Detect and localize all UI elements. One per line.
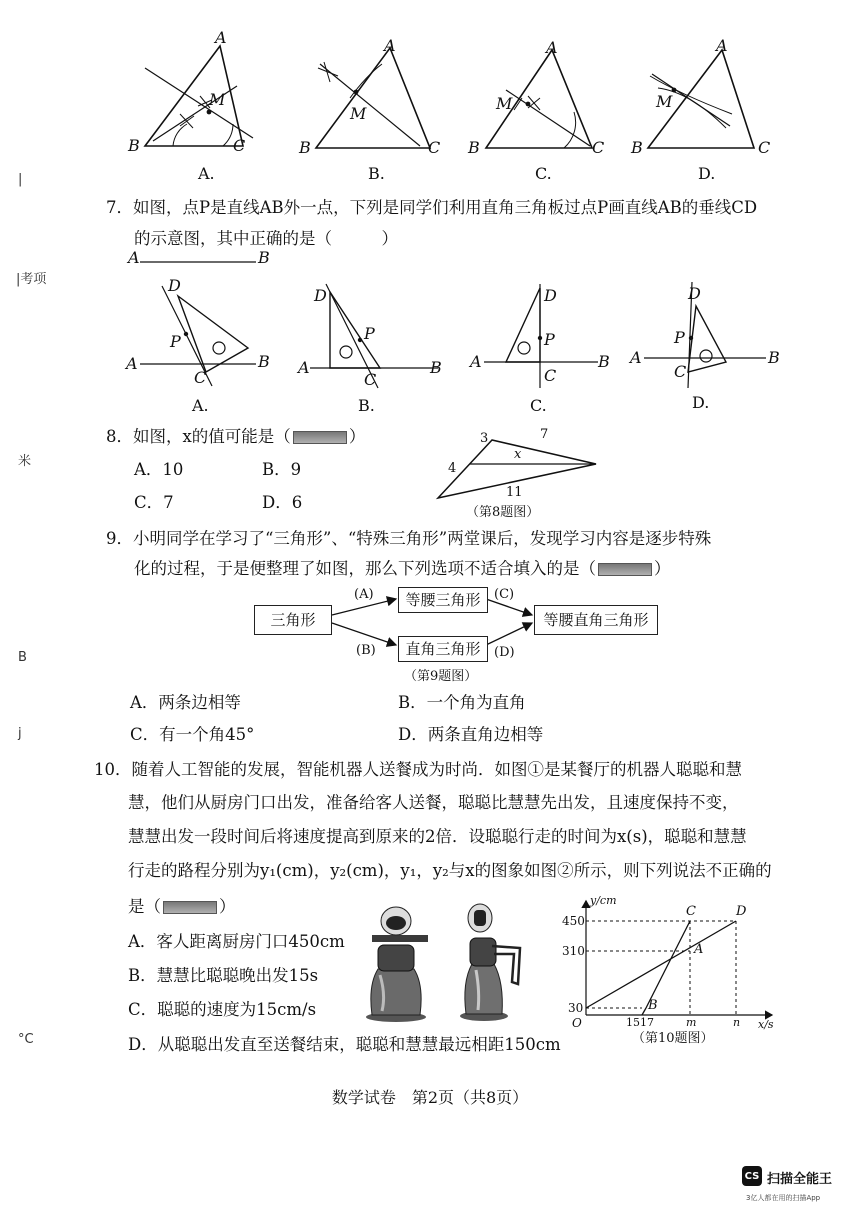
- q6d-vertex-a: A: [716, 36, 728, 55]
- q10-caption: （第10题图）: [632, 1031, 714, 1046]
- q6c-vertex-m: M: [496, 94, 513, 113]
- q9-arrow-label-b: (B): [356, 643, 376, 658]
- q7a-label-d: D: [168, 276, 181, 295]
- q10-graph-point-d: D: [736, 904, 747, 919]
- q7b-label-p: P: [364, 324, 375, 343]
- q6c-vertex-c: C: [592, 138, 605, 157]
- q7-stem-line2: 的示意图，其中正确的是（ ）: [134, 229, 398, 248]
- q7d-label-a: A: [630, 348, 642, 367]
- q6-figure-d: [630, 36, 780, 161]
- q6a-vertex-m: M: [209, 90, 226, 109]
- q9-answer-blank[interactable]: [598, 563, 652, 576]
- q6b-vertex-b: B: [299, 138, 311, 157]
- q9-caption: （第9题图）: [404, 669, 478, 684]
- q7-figure-c: [470, 278, 620, 393]
- q9-stem-line1: 9．小明同学在学习了“三角形”、“特殊三角形”两堂课后，发现学习内容是逐步特殊: [106, 529, 712, 548]
- camscanner-tagline: 3亿人都在用的扫描App: [746, 1194, 821, 1202]
- q6a-vertex-a: A: [215, 28, 227, 47]
- q6b-vertex-c: C: [428, 138, 441, 157]
- q9-box-triangle: 三角形: [254, 605, 332, 635]
- q10-graph-ylabel: y/cm: [590, 894, 617, 907]
- q8-option-a[interactable]: A．10: [134, 460, 184, 479]
- q9-stem-close: ）: [654, 559, 671, 578]
- q10-graph-point-a: A: [694, 942, 704, 957]
- q9-stem-line2: [134, 561, 671, 578]
- q10-stem-line5: [128, 899, 236, 916]
- q7b-label-a: A: [298, 358, 310, 377]
- q7b-label-d: D: [314, 286, 327, 305]
- q8-side-4: 4: [448, 461, 457, 476]
- side-mark-4: B: [18, 650, 27, 665]
- q6b-vertex-m: M: [350, 104, 367, 123]
- q10-robot-image-1: [362, 905, 432, 1023]
- q6-option-c-label: C.: [535, 164, 552, 183]
- q7a-label-c: C: [194, 368, 207, 387]
- q9-box-right: 直角三角形: [398, 636, 488, 662]
- q7d-label-d: D: [688, 284, 701, 303]
- q6a-vertex-b: B: [128, 136, 140, 155]
- q6d-vertex-b: B: [631, 138, 643, 157]
- q7c-label-a: A: [470, 352, 482, 371]
- q7-line-label-b: B: [258, 248, 270, 267]
- q8-figure: [430, 426, 610, 526]
- q10-graph-xtick-17: 17: [640, 1016, 654, 1029]
- q9-box-isosceles: 等腰三角形: [398, 587, 488, 613]
- q7c-label-d: D: [544, 286, 557, 305]
- page-footer: 数学试卷 第2页（共8页）: [331, 1088, 529, 1107]
- q7c-label-c: C: [544, 366, 557, 385]
- q10-graph-point-b: B: [648, 998, 658, 1013]
- q7-figure-d: [630, 276, 790, 391]
- q8-side-x: x: [514, 447, 522, 462]
- q6-option-b-label: B.: [368, 164, 385, 183]
- q6a-vertex-c: C: [233, 136, 246, 155]
- q7-line-label-a: A: [128, 248, 140, 267]
- q9-arrow-label-d: (D): [494, 645, 515, 660]
- q8-option-d[interactable]: D．6: [262, 493, 303, 512]
- q9-option-a[interactable]: A．两条边相等: [130, 693, 241, 712]
- q10-stem-line4: 行走的路程分别为y₁(cm)，y₂(cm)，y₁，y₂与x的图象如图②所示，则下列说法不正确的: [128, 861, 772, 880]
- side-mark-6: °C: [18, 1032, 34, 1047]
- q7d-label-p: P: [674, 328, 685, 347]
- q7b-label-c: C: [364, 370, 377, 389]
- q10-graph-xtick-m: m: [686, 1016, 697, 1029]
- q7c-label-p: P: [544, 330, 555, 349]
- q7-option-b-label: B.: [358, 396, 375, 415]
- q8-stem-text: 8．如图，x的值可能是（: [106, 427, 291, 446]
- q6b-vertex-a: A: [384, 36, 396, 55]
- q10-stem-line5-text: 是（: [128, 897, 161, 916]
- q7-option-d-label: D.: [692, 393, 710, 412]
- q7a-label-p: P: [170, 332, 181, 351]
- q10-stem-line2: 慧，他们从厨房门口出发，准备给客人送餐，聪聪比慧慧先出发，且速度保持不变，: [128, 793, 739, 812]
- q10-graph-ytick-30: 30: [568, 1001, 584, 1015]
- camscanner-name: 扫描全能王: [767, 1172, 833, 1187]
- q10-option-d[interactable]: D．从聪聪出发直至送餐结束，聪聪和慧慧最远相距150cm: [128, 1035, 561, 1054]
- q6-option-a-label: A.: [198, 164, 215, 183]
- q7d-label-c: C: [674, 362, 687, 381]
- q6-option-d-label: D.: [698, 164, 716, 183]
- q8-option-c[interactable]: C．7: [134, 493, 174, 512]
- q10-graph-xtick-n: n: [733, 1016, 741, 1029]
- q7-option-c-label: C.: [530, 396, 547, 415]
- q6-figure-a: [125, 28, 255, 158]
- camscanner-logo: CS: [742, 1166, 762, 1186]
- q9-option-d[interactable]: D．两条直角边相等: [398, 725, 544, 744]
- q10-stem-line1: 10．随着人工智能的发展，智能机器人送餐成为时尚．如图①是某餐厅的机器人聪聪和慧: [94, 760, 742, 779]
- q7a-label-a: A: [126, 354, 138, 373]
- q7-stem-line1: 7．如图，点P是直线AB外一点，下列是同学们利用直角三角板过点P画直线AB的垂线CD: [106, 198, 758, 217]
- q10-graph: [560, 895, 784, 1030]
- side-mark-3: 米: [18, 454, 32, 469]
- q8-stem-close: ）: [348, 427, 366, 446]
- q10-graph-ytick-310: 310: [562, 944, 585, 958]
- q10-option-b[interactable]: B．慧慧比聪聪晚出发15s: [128, 966, 319, 985]
- q7-figure-b: [298, 276, 448, 391]
- q8-side-11: 11: [506, 485, 523, 500]
- side-mark-5: j: [18, 726, 22, 741]
- q6-figure-b: [298, 36, 448, 161]
- q8-option-b[interactable]: B．9: [262, 460, 302, 479]
- q10-stem-line3: 慧慧出发一段时间后将速度提高到原来的2倍．设聪聪行走的时间为x(s)，聪聪和慧慧: [128, 827, 747, 846]
- q7-reference-line: [126, 248, 276, 272]
- q9-arrow-label-a: (A): [354, 587, 374, 602]
- q6d-vertex-c: C: [758, 138, 771, 157]
- q10-graph-origin: O: [572, 1016, 582, 1030]
- q7b-label-b: B: [430, 358, 442, 377]
- q10-robot-image-2: [454, 902, 528, 1022]
- q8-side-7: 7: [540, 427, 549, 442]
- side-mark-2: |考项: [16, 272, 47, 287]
- q8-side-3: 3: [480, 431, 489, 446]
- q7a-label-b: B: [258, 352, 270, 371]
- q10-graph-xlabel: x/s: [758, 1018, 774, 1031]
- q6-figure-c: [470, 36, 610, 161]
- q9-stem-line2-text: 化的过程，于是便整理了如图，那么下列选项不适合填入的是（: [134, 559, 596, 578]
- q7-option-a-label: A.: [192, 396, 209, 415]
- q9-box-isosceles-right: 等腰直角三角形: [534, 605, 658, 635]
- q6c-vertex-a: A: [546, 38, 558, 57]
- q8-stem: [106, 429, 365, 446]
- q9-option-b[interactable]: B．一个角为直角: [398, 693, 526, 712]
- side-mark-1: |: [18, 172, 23, 187]
- q10-graph-ytick-450: 450: [562, 914, 585, 928]
- q7-figure-a: [126, 276, 276, 391]
- q7d-label-b: B: [768, 348, 780, 367]
- q7c-label-b: B: [598, 352, 610, 371]
- q10-option-c[interactable]: C．聪聪的速度为15cm/s: [128, 1000, 317, 1019]
- q10-option-a[interactable]: A．客人距离厨房门口450cm: [128, 932, 345, 951]
- q10-stem-close: ）: [219, 897, 236, 916]
- q9-arrow-label-c: (C): [494, 587, 515, 602]
- q8-answer-blank[interactable]: [293, 431, 347, 444]
- q10-answer-blank[interactable]: [163, 901, 217, 914]
- q6c-vertex-b: B: [468, 138, 480, 157]
- q10-graph-xtick-15: 15: [626, 1016, 640, 1029]
- q8-caption: （第8题图）: [466, 505, 540, 520]
- q10-graph-point-c: C: [686, 904, 696, 919]
- q9-option-c[interactable]: C．有一个角45°: [130, 725, 255, 744]
- q6d-vertex-m: M: [656, 92, 673, 111]
